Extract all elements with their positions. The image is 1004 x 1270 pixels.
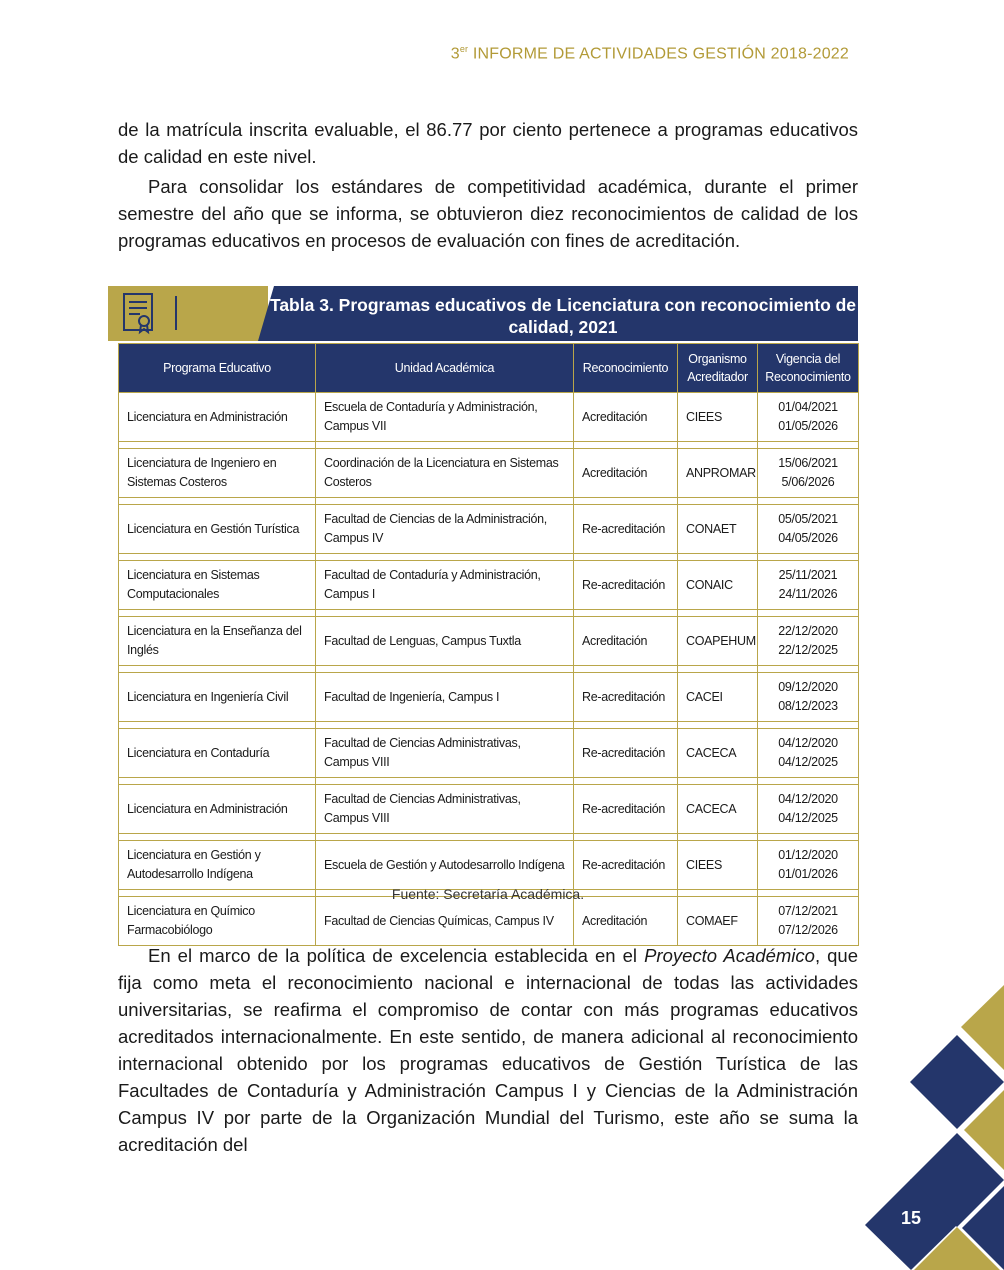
vigencia-hasta: 04/05/2026	[778, 531, 838, 545]
cell-organismo: CIEES	[678, 393, 758, 442]
cell-unidad: Facultad de Ciencias Administrativas, Campus VIII	[316, 785, 574, 834]
cell-programa: Licenciatura en Administración	[119, 785, 316, 834]
paragraph-intro: de la matrícula inscrita evaluable, el 86.77 por ciento pertenece a programas educativos de calidad en este nivel.	[118, 119, 858, 167]
cell-organismo: CACECA	[678, 785, 758, 834]
vigencia-hasta: 24/11/2026	[778, 587, 838, 601]
vigencia-hasta: 07/12/2026	[778, 923, 838, 937]
cell-organismo: CONAIC	[678, 561, 758, 610]
cell-unidad: Facultad de Ciencias Administrativas, Campus VIII	[316, 729, 574, 778]
cell-organismo: CIEES	[678, 841, 758, 890]
vigencia-hasta: 04/12/2025	[778, 755, 838, 769]
col-vigencia: Vigencia del Reconocimiento	[758, 344, 859, 393]
cell-programa: Licenciatura en la Enseñanza del Inglés	[119, 617, 316, 666]
cell-organismo: CACEI	[678, 673, 758, 722]
cell-unidad: Coordinación de la Licenciatura en Sistemas Costeros	[316, 449, 574, 498]
vigencia-desde: 05/05/2021	[778, 512, 838, 526]
cell-reconocimiento: Re-acreditación	[574, 785, 678, 834]
vigencia-desde: 01/04/2021	[778, 400, 838, 414]
vigencia-hasta: 08/12/2023	[778, 699, 838, 713]
cell-organismo: COMAEF	[678, 897, 758, 946]
p3-text-after: , que fija como meta el reconocimiento nacional e internacional de todas las actividades universitarias, se reafirma el compromiso de contar con más programas educativos acreditados internacionalmente. En este sentido, de manera adicional al reconocimiento internacional obtenido por los programas educativos de Gestión Turística de las Facultades de Contaduría y Administración Campus I y Ciencias de la Administración Campus IV por parte de la Organización Mundial del Turismo, este año se suma la acreditación del	[118, 945, 859, 1155]
table-title: Tabla 3. Programas educativos de Licenciatura con reconocimiento de calidad, 2021	[269, 295, 857, 337]
cell-programa: Licenciatura de Ingeniero en Sistemas Costeros	[119, 449, 316, 498]
p3-text-before: En el marco de la política de excelencia establecida en el	[148, 945, 645, 966]
cell-unidad: Escuela de Gestión y Autodesarrollo Indígena	[316, 841, 574, 890]
cell-reconocimiento: Acreditación	[574, 449, 678, 498]
cell-reconocimiento: Acreditación	[574, 897, 678, 946]
cell-unidad: Facultad de Contaduría y Administración, Campus I	[316, 561, 574, 610]
cell-reconocimiento: Acreditación	[574, 617, 678, 666]
cell-programa: Licenciatura en Químico Farmacobiólogo	[119, 897, 316, 946]
cell-programa: Licenciatura en Sistemas Computacionales	[119, 561, 316, 610]
p3-italic-title: Proyecto Académico	[644, 945, 815, 966]
cell-reconocimiento: Re-acreditación	[574, 673, 678, 722]
cell-reconocimiento: Acreditación	[574, 393, 678, 442]
cell-organismo: COAPEHUM	[678, 617, 758, 666]
vigencia-hasta: 01/01/2026	[778, 867, 838, 881]
cell-unidad: Facultad de Lenguas, Campus Tuxtla	[316, 617, 574, 666]
cell-organismo: ANPROMAR	[678, 449, 758, 498]
vigencia-desde: 25/11/2021	[778, 568, 838, 582]
cell-reconocimiento: Re-acreditación	[574, 505, 678, 554]
paragraph-accreditation: Para consolidar los estándares de competitividad académica, durante el primer semestre del año que se informa, se obtuvieron diez reconocimientos de calidad de los programas educativos en procesos de evaluación con fines de acreditación.	[118, 176, 858, 251]
cell-reconocimiento: Re-acreditación	[574, 841, 678, 890]
vigencia-hasta: 22/12/2025	[778, 643, 838, 657]
vigencia-desde: 04/12/2020	[778, 792, 838, 806]
page-number: 15	[900, 1208, 922, 1228]
cell-programa: Licenciatura en Ingeniería Civil	[119, 673, 316, 722]
running-header: 3er INFORME DE ACTIVIDADES GESTIÓN 2018-2022	[450, 44, 849, 63]
cell-unidad: Facultad de Ciencias de la Administración, Campus IV	[316, 505, 574, 554]
cell-programa: Licenciatura en Administración	[119, 393, 316, 442]
col-reconocimiento: Reconocimiento	[574, 344, 678, 393]
vigencia-hasta: 01/05/2026	[778, 419, 838, 433]
table-source: Fuente: Secretaría Académica.	[391, 886, 585, 902]
vigencia-desde: 01/12/2020	[778, 848, 838, 862]
vigencia-desde: 04/12/2020	[778, 736, 838, 750]
cell-programa: Licenciatura en Contaduría	[119, 729, 316, 778]
cell-programa: Licenciatura en Gestión Turística	[119, 505, 316, 554]
vigencia-desde: 22/12/2020	[778, 624, 838, 638]
cell-organismo: CACECA	[678, 729, 758, 778]
cell-reconocimiento: Re-acreditación	[574, 561, 678, 610]
col-unidad: Unidad Académica	[316, 344, 574, 393]
cell-programa: Licenciatura en Gestión y Autodesarrollo Indígena	[119, 841, 316, 890]
cell-unidad: Facultad de Ingeniería, Campus I	[316, 673, 574, 722]
vigencia-hasta: 04/12/2025	[778, 811, 838, 825]
vigencia-desde: 07/12/2021	[778, 904, 838, 918]
vigencia-hasta: 5/06/2026	[781, 475, 835, 489]
cell-unidad: Facultad de Ciencias Químicas, Campus IV	[316, 897, 574, 946]
cell-unidad: Escuela de Contaduría y Administración, Campus VII	[316, 393, 574, 442]
cell-reconocimiento: Re-acreditación	[574, 729, 678, 778]
cell-organismo: CONAET	[678, 505, 758, 554]
col-programa: Programa Educativo	[119, 344, 316, 393]
vigencia-desde: 15/06/2021	[778, 456, 838, 470]
col-organismo: Organismo Acreditador	[678, 344, 758, 393]
vigencia-desde: 09/12/2020	[778, 680, 838, 694]
